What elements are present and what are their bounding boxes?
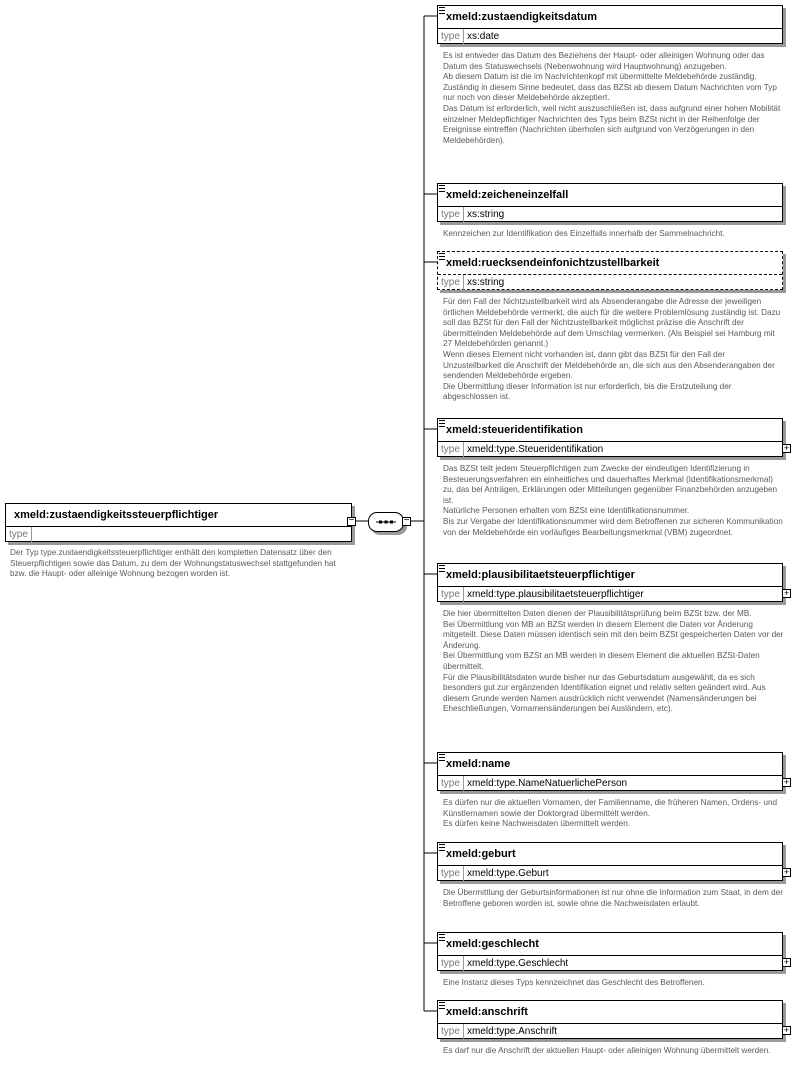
element-type-row xyxy=(438,29,782,45)
element-box[interactable] xyxy=(437,183,783,222)
expand-toggle-icon[interactable]: + xyxy=(783,443,790,453)
expand-toggle-icon[interactable]: + xyxy=(783,777,790,787)
element-description: Die Übermittlung der Geburtsinformationen ist nur ohne die Information zum Staat, in dem der Betroffene geboren worden ist, sowie ohne die Nachweisdaten erlaubt. xyxy=(443,888,783,908)
sequence-compositor[interactable] xyxy=(368,512,404,532)
type-value: xmeld:type.NameNatuerlichePerson xyxy=(467,778,628,789)
element-description: Für den Fall der Nichtzustellbarkeit wird als Absenderangabe die Adresse der jeweiligen örtlichen Meldebehörde vermerkt, die auch für die weitere Problemlösung zuständig ist. Dazu soll das BZSt für den Fall der Nichtzustellbarkeit möglichst präzise die Anschrift der übermittelnden Meldebehörde auf dem Umschlag vermerken. (Als Beispiel sei Hamburg mit 27 Meldebehörden genannt.) Wenn dieses Element nicht vorhanden ist, dann gibt das BZSt für den Fall der Unzustellbarkeit die Anschrift der Meldebehörde an, die sich aus den Absenderangaben der sendenden Meldebehörde ergeben. Die Übermittlung dieser Information ist nur erforderlich, bis die Erstzuteilung der abgeschlossen ist. xyxy=(443,297,781,402)
element-type-row xyxy=(438,776,782,792)
element-name: xmeld:geschlecht xyxy=(438,933,782,956)
element-description: Es darf nur die Anschrift der aktuellen Haupt- oder alleinigen Wohnung übermittelt werden. xyxy=(443,1046,771,1055)
annotation-marker-icon xyxy=(439,844,445,851)
type-value xyxy=(32,527,35,543)
element-type-row xyxy=(438,866,782,882)
type-label: type xyxy=(438,29,464,45)
type-value: xmeld:type.plausibilitaetsteuerpflichtiger xyxy=(467,589,644,600)
element-description: Es dürfen nur die aktuellen Vornamen, der Familienname, die früheren Namen, Ordens- und Künstlernamen sowie der Doktorgrad übermittelt werden. Es dürfen keine Nachweisdaten übermittelt werden. xyxy=(443,798,778,829)
element-type-row xyxy=(438,442,782,458)
type-value: xs:string xyxy=(467,209,505,220)
annotation-marker-icon xyxy=(439,253,445,260)
type-label: type xyxy=(438,207,464,223)
element-box[interactable] xyxy=(437,842,790,881)
element-box[interactable] xyxy=(437,251,783,290)
annotation-marker-icon xyxy=(439,934,445,941)
element-description: Die hier übermittelten Daten dienen der Plausibilitätsprüfung beim BZSt bzw. der MB. Bei Übermittlung von MB an BZSt werden in diesem Element die Daten vor Änderung mitgeteilt. Diese Daten müssen identisch sein mit den beim BZSt gespeicherten Daten vor der Änderung. Bei Übermittlung vom BZSt an MB werden in diesem Element die aktuellen BZSt-Daten übermittelt. Für die Plausibilitätsdaten wurde bisher nur das Geburtsdatum ausgewählt, da es sich besonders gut zur ergänzenden Identifikation eignet und relativ selten geändert wird. Aus diesem Grunde werden Namen ausdrücklich nicht verwendet (Namensänderungen bei Eheschließungen, Vornamensänderungen bei Ausländern, etc). xyxy=(443,609,784,714)
element-name: xmeld:geburt xyxy=(438,843,782,866)
root-element-name: xmeld:zustaendigkeitssteuerpflichtiger xyxy=(6,504,351,527)
type-value: xmeld:type.Geschlecht xyxy=(467,958,569,969)
expand-toggle-icon[interactable]: + xyxy=(783,588,790,598)
type-label: type xyxy=(438,866,464,882)
type-value: xmeld:type.Steueridentifikation xyxy=(467,444,604,455)
element-description: Kennzeichen zur Identifikation des Einzelfalls innerhalb der Sammelnachricht. xyxy=(443,229,725,238)
type-label: type xyxy=(438,956,464,972)
element-description: Eine Instanz dieses Typs kennzeichnet das Geschlecht des Betroffenen. xyxy=(443,978,705,987)
element-name: xmeld:zeicheneinzelfall xyxy=(438,184,782,207)
element-description: Es ist entweder das Datum des Beziehens der Haupt- oder alleinigen Wohnung oder das Datum des Statuswechsels (Nebenwohnung wird Hauptwohnung) anzugeben. Ab diesem Datum ist die im Nachrichtenkopf mit übermittelte Meldebehörde zuständig. Zuständig in diesem Sinne bedeutet, dass das BZSt ab diesem Datum Nachrichten vom Typ nur noch von dieser Meldebehörde akzeptiert. Das Datum ist erforderlich, weil nicht auszuschließen ist, dass aufgrund einer hohen Mobilität einzelner Meldepflichtiger Nachrichten des Typs beim BZSt nicht in der Reihenfolge der Ereignisse eintreffen (Nachrichten überholen sich aufgrund von Verzögerungen in den Meldebehörden). xyxy=(443,51,781,145)
annotation-marker-icon xyxy=(439,185,445,192)
element-name: xmeld:zustaendigkeitsdatum xyxy=(438,6,782,29)
type-value: xmeld:type.Anschrift xyxy=(467,1026,558,1037)
expand-toggle-icon[interactable]: + xyxy=(783,957,790,967)
element-name: xmeld:anschrift xyxy=(438,1001,782,1024)
sequence-collapse-toggle[interactable]: − xyxy=(403,515,410,526)
root-collapse-toggle[interactable]: − xyxy=(348,515,355,526)
element-name: xmeld:steueridentifikation xyxy=(438,419,782,442)
element-box[interactable] xyxy=(437,5,783,44)
element-type-row xyxy=(438,207,782,223)
element-box[interactable] xyxy=(437,418,790,457)
expand-toggle-icon[interactable]: + xyxy=(783,867,790,877)
type-label: type xyxy=(438,776,464,792)
type-value: xmeld:type.Geburt xyxy=(467,868,549,879)
element-description: Das BZSt teilt jedem Steuerpflichtigen zum Zwecke der eindeutigen Identifizierung in Besteuerungsverfahren ein einheitliches und dauerhaftes Merkmal (Identifikationsmerkmal) zu, das bei Anträgen, Erklärungen oder Mitteilungen gegenüber Finanzbehörden anzugeben ist. Natürliche Personen erhalten vom BZSt eine Identifikationsnummer. Bis zur Vergabe der Identifikationsnummer wird dem Betroffenen zur sicheren Kommunikation von der Meldebehörde ein vorläufiges Bearbeitungsmerkmal (VBM) zugeordnet. xyxy=(443,464,783,537)
root-type-row xyxy=(6,527,351,543)
element-type-row xyxy=(438,275,782,291)
annotation-marker-icon xyxy=(439,1002,445,1009)
annotation-marker-icon xyxy=(439,565,445,572)
type-label: type xyxy=(438,587,464,603)
element-type-row xyxy=(438,956,782,972)
expand-toggle-icon[interactable]: + xyxy=(783,1025,790,1035)
element-name: xmeld:name xyxy=(438,753,782,776)
annotation-marker-icon xyxy=(439,754,445,761)
type-label: type xyxy=(438,442,464,458)
element-name: xmeld:plausibilitaetsteuerpflichtiger xyxy=(438,564,782,587)
element-box[interactable] xyxy=(437,563,790,602)
annotation-marker-icon xyxy=(439,420,445,427)
element-box[interactable] xyxy=(437,932,790,971)
element-box[interactable] xyxy=(437,1000,790,1039)
element-type-row xyxy=(438,587,782,603)
type-label: type xyxy=(438,1024,464,1040)
element-type-row xyxy=(438,1024,782,1040)
type-label: type xyxy=(6,527,32,543)
element-box[interactable] xyxy=(437,752,790,791)
annotation-marker-icon xyxy=(439,7,445,14)
root-element-box[interactable] xyxy=(5,503,352,542)
root-description: Der Typ type.zustaendigkeitssteuerpflichtiger enthält den kompletten Datensatz über den Steuerpflichtigen sowie das Datum, zu dem der Wohnungstatuswechsel stattgefunden hat bzw. die Haupt- oder alleinige Wohnung bezogen worden ist. xyxy=(10,548,336,579)
sequence-icon xyxy=(376,520,396,524)
element-name: xmeld:ruecksendeinfonichtzustellbarkeit xyxy=(438,252,782,275)
type-label: type xyxy=(438,275,464,291)
type-value: xs:date xyxy=(467,31,500,42)
type-value: xs:string xyxy=(467,277,505,288)
